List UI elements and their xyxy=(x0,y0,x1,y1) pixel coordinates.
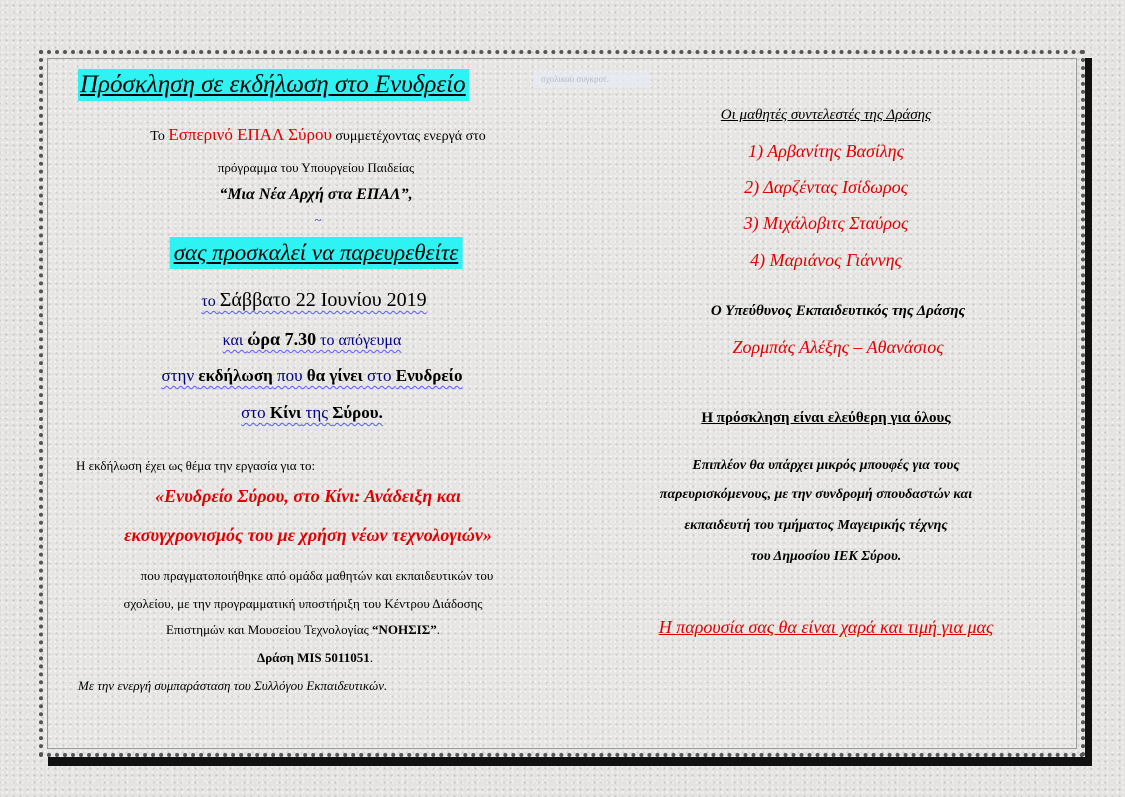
event-location-line-2: στο Κίνι της Σύρου. xyxy=(241,403,383,422)
project-title-line-1: «Ενυδρείο Σύρου, στο Κίνι: Ανάδειξη και xyxy=(155,486,461,506)
event-location-line-1: στην εκδήλωση που θα γίνει στο Ενυδρείο xyxy=(161,366,463,385)
student-name: 1) Αρβανίτης Βασίλης xyxy=(748,141,904,161)
school-name: Εσπερινό ΕΠΑΛ Σύρου xyxy=(168,125,332,144)
details-line-1: που πραγματοποιήθηκε από ομάδα μαθητών και εκπαιδευτικών του xyxy=(140,568,494,583)
ghost-text: σχολικού συγκροτ. xyxy=(533,72,649,88)
theme-intro: Η εκδήλωση έχει ως θέμα την εργασία για το: xyxy=(76,458,316,473)
closing-line: Η παρουσία σας θα είναι χαρά και τιμή για μας xyxy=(658,617,994,637)
intro-line-1: Το Εσπερινό ΕΠΑΛ Σύρου συμμετέχοντας ενεργά στο xyxy=(150,125,486,144)
tilde-mark: ~ xyxy=(314,212,322,227)
intro-line-2: πρόγραμμα του Υπουργείου Παιδείας xyxy=(217,160,415,175)
invite-heading: σας προσκαλεί να παρευρεθείτε xyxy=(170,237,463,269)
buffet-line-1: Επιπλέον θα υπάρχει μικρός μπουφές για τους xyxy=(692,458,960,473)
teacher-heading: Ο Υπεύθυνος Εκπαιδευτικός της Δράσης xyxy=(710,303,966,319)
buffet-line-4: του Δημοσίου ΙΕΚ Σύρου. xyxy=(750,549,902,564)
free-entry-note: Η πρόσκληση είναι ελεύθερη για όλους xyxy=(701,410,951,426)
invitation-title: Πρόσκληση σε εκδήλωση στο Ενυδρείο xyxy=(78,69,469,101)
students-heading: Οι μαθητές συντελεστές της Δράσης xyxy=(720,107,932,123)
event-date: το Σάββατο 22 Ιουνίου 2019 xyxy=(201,289,427,311)
student-name: 4) Μαριάνος Γιάννης xyxy=(750,250,902,270)
buffet-line-2: παρευρισκόμενους, με την συνδρομή σπουδαστών και xyxy=(659,487,973,502)
invitation-page xyxy=(39,50,1085,757)
program-name: “Μια Νέα Αρχή στα ΕΠΑΛ”, xyxy=(219,186,413,203)
teachers-association-note: Με την ενεργή συμπαράσταση του Συλλόγου Εκπαιδευτικών. xyxy=(78,678,388,693)
details-line-2: σχολείου, με την προγραμματική υποστήριξη του Κέντρου Διάδοσης xyxy=(123,596,483,611)
mis-code: Δράση MIS 5011051. xyxy=(257,650,373,665)
student-name: 2) Δαρζέντας Ισίδωρος xyxy=(744,177,908,197)
buffet-line-3: εκπαιδευτή του τμήματος Μαγειρικής τέχνης xyxy=(684,518,948,533)
project-title-line-2: εκσυγχρονισμός του με χρήση νέων τεχνολογιών» xyxy=(124,525,492,545)
details-line-3: Επιστημών και Μουσείου Τεχνολογίας “ΝΟΗΣΙΣ”. xyxy=(166,622,440,637)
event-time: και ώρα 7.30 το απόγευμα xyxy=(222,329,402,349)
student-name: 3) Μιχάλοβιτς Σταύρος xyxy=(743,213,909,233)
teacher-name: Ζορμπάς Αλέξης – Αθανάσιος xyxy=(732,337,944,357)
